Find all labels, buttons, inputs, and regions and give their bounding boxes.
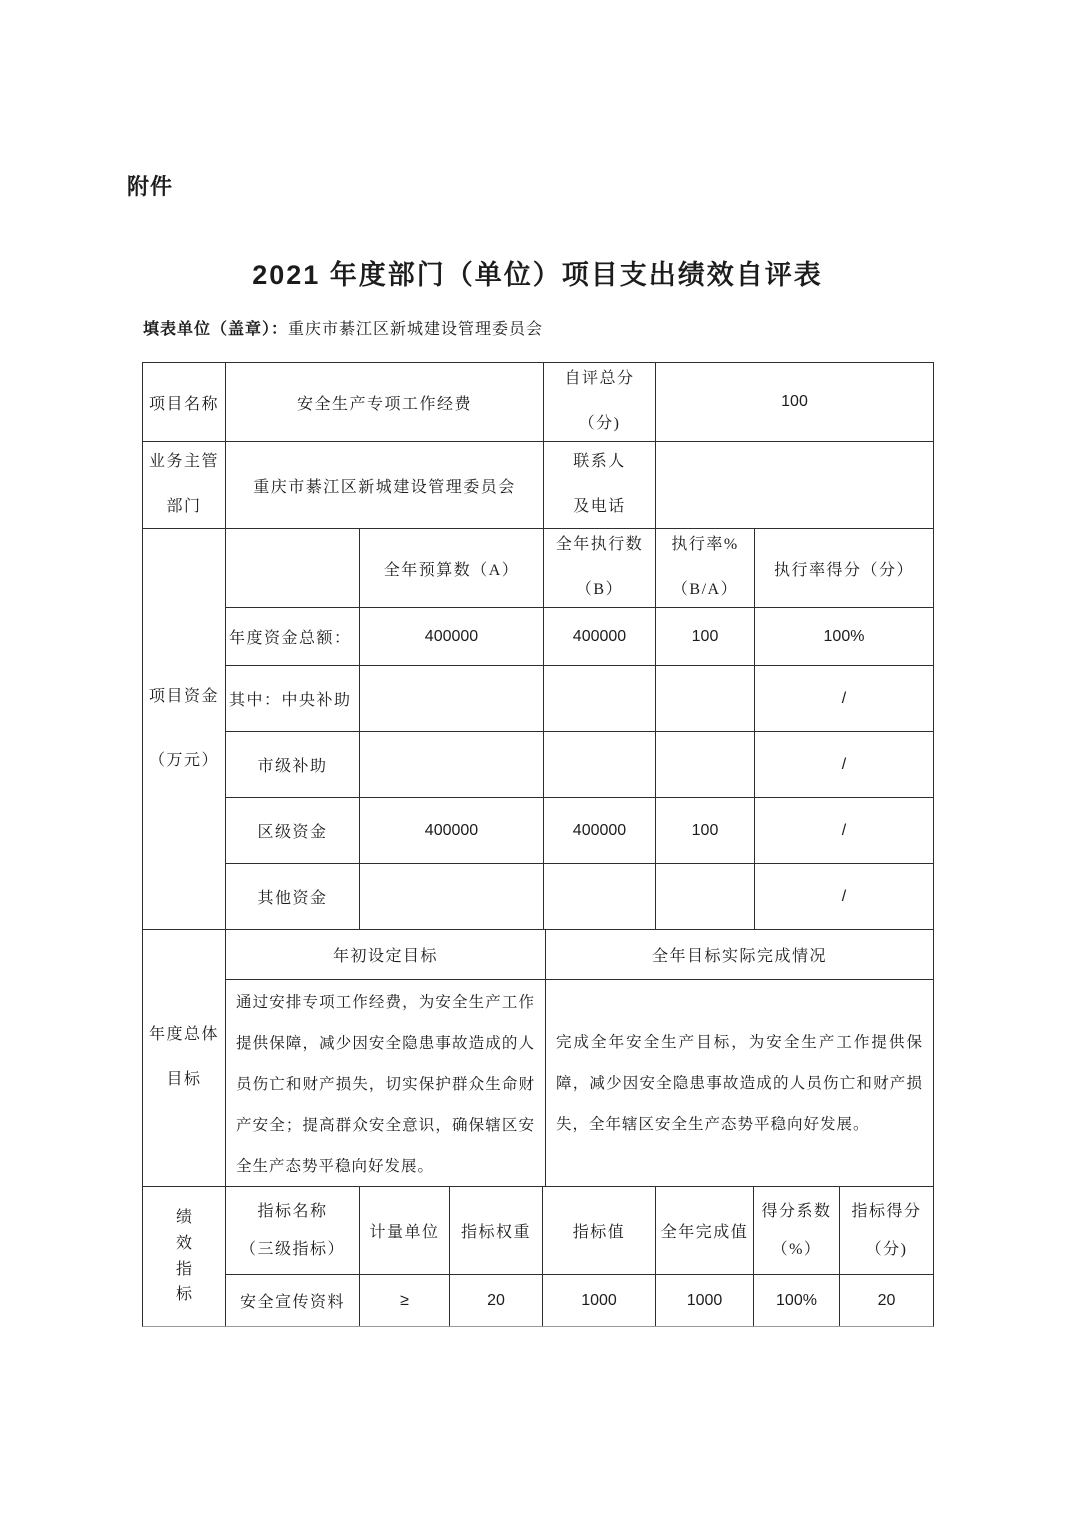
contact-value-cell	[656, 442, 933, 529]
funding-row-label-text: 区级资金	[257, 824, 328, 841]
value-text: /	[841, 689, 847, 707]
funding-header-rate-score: 执行率得分（分）	[773, 561, 914, 579]
goals-section-label-cell	[143, 930, 226, 1187]
indicator-header-value: 指标值	[572, 1224, 626, 1241]
funding-rate-score-value	[755, 732, 933, 798]
funding-executed-value	[544, 732, 656, 798]
funding-rate-score-value	[755, 608, 933, 666]
value-text: 400000	[572, 821, 627, 839]
goals-actual-header: 全年目标实际完成情况	[651, 948, 827, 965]
funding-row-label-text: 市级补助	[257, 758, 328, 775]
goals-section-label-line1: 年度总体	[148, 1026, 219, 1044]
dept-label-line2: 部门	[166, 498, 202, 515]
contact-label-line1: 联系人	[573, 453, 626, 471]
goals-initial-header: 年初设定目标	[332, 948, 438, 965]
self-score-value: 100	[781, 393, 808, 410]
funding-header-executed-line2: （B）	[575, 581, 624, 598]
funding-rate-value	[656, 798, 755, 864]
funding-budget-value	[360, 608, 544, 666]
funding-section-label-line2: （万元）	[148, 752, 219, 769]
funding-budget-value	[360, 666, 544, 732]
goals-initial-header-cell	[226, 930, 546, 980]
funding-row-label	[226, 864, 360, 930]
project-name-label-cell	[143, 363, 226, 442]
funding-executed-value	[544, 864, 656, 930]
form-unit-label: 填表单位（盖章）：	[143, 321, 289, 338]
value-text: 400000	[572, 627, 627, 645]
form-unit-value: 重庆市綦江区新城建设管理委员会	[288, 321, 544, 338]
funding-rate-value	[656, 864, 755, 930]
goals-initial-text: 通过安排专项工作经费，为安全生产工作提供保障，减少因安全隐患事故造成的人员伤亡和财产损失，切实保护群众生命财产安全；提高群众安全意识，确保辖区安全生产态势平稳向好发展。	[236, 994, 535, 1175]
indicator-header-completed: 全年完成值	[660, 1224, 749, 1241]
indicator-header-coef-cell	[754, 1187, 840, 1275]
dept-value-cell	[226, 442, 544, 529]
project-name-value-cell	[226, 363, 544, 442]
self-score-label-line2: （分)	[578, 415, 621, 432]
funding-header-rate-line2: （B/A）	[671, 581, 739, 598]
form-unit-line	[143, 316, 543, 339]
indicator-weight-text: 20	[487, 1291, 505, 1309]
value-text: /	[841, 755, 847, 773]
indicator-header-coef-line1: 得分系数	[761, 1202, 832, 1220]
funding-row-label	[226, 666, 360, 732]
indicator-row-coef	[754, 1275, 840, 1326]
self-score-label-cell	[544, 363, 656, 442]
indicator-header-unit: 计量单位	[369, 1224, 440, 1241]
funding-executed-value	[544, 608, 656, 666]
funding-section-label-line1: 项目资金	[148, 688, 219, 705]
value-text: /	[841, 887, 847, 905]
funding-header-empty-cell	[226, 529, 360, 608]
indicator-header-name-cell	[226, 1187, 360, 1275]
project-name-label: 项目名称	[148, 395, 219, 413]
funding-header-executed-cell	[544, 529, 656, 608]
funding-row-label	[226, 798, 360, 864]
goals-actual-text-cell	[546, 980, 933, 1187]
funding-executed-value	[544, 798, 656, 864]
indicator-header-completed-cell	[656, 1187, 754, 1275]
funding-header-rate-cell	[656, 529, 755, 608]
indicator-header-weight-cell	[450, 1187, 543, 1275]
funding-rate-value	[656, 666, 755, 732]
indicator-header-value-cell	[543, 1187, 656, 1275]
funding-rate-score-value	[755, 798, 933, 864]
indicator-header-unit-cell	[360, 1187, 450, 1275]
funding-budget-value	[360, 864, 544, 930]
goals-section-label-line2: 目标	[166, 1071, 202, 1088]
indicator-score-text: 20	[877, 1291, 896, 1309]
indicator-completed-text: 1000	[686, 1291, 723, 1309]
indicator-header-coef-line2: （%）	[771, 1240, 822, 1258]
contact-label-line2: 及电话	[573, 498, 626, 515]
funding-header-budget: 全年预算数（A）	[383, 561, 520, 579]
dept-value: 重庆市綦江区新城建设管理委员会	[253, 478, 516, 496]
goals-initial-text-cell	[226, 980, 546, 1187]
funding-header-budget-cell	[360, 529, 544, 608]
dept-label-cell	[143, 442, 226, 529]
funding-header-rate-line1: 执行率%	[671, 536, 739, 554]
indicator-row-weight	[450, 1275, 543, 1326]
funding-header-executed-line1: 全年执行数	[555, 536, 644, 554]
indicator-header-score-line1: 指标得分	[851, 1202, 922, 1220]
funding-rate-value	[656, 608, 755, 666]
value-text: /	[841, 821, 847, 839]
indicator-row-score	[840, 1275, 933, 1326]
self-evaluation-table	[142, 362, 934, 1327]
value-text: 400000	[424, 627, 479, 645]
contact-label-cell	[544, 442, 656, 529]
indicator-row-name	[226, 1275, 360, 1326]
indicator-row-completed	[656, 1275, 754, 1326]
funding-section	[143, 529, 933, 930]
attachment-label: 附件	[127, 174, 174, 199]
funding-row-label	[226, 732, 360, 798]
funding-executed-value	[544, 666, 656, 732]
funding-rate-value	[656, 732, 755, 798]
indicators-section-label: 绩效指标	[175, 1209, 192, 1304]
indicator-header-name-line1: 指标名称	[257, 1202, 328, 1220]
goals-section	[143, 930, 933, 1187]
indicator-header-score-line2: （分)	[865, 1240, 908, 1258]
funding-row-label	[226, 608, 360, 666]
indicator-value-text: 1000	[581, 1291, 617, 1309]
value-text: 100	[691, 627, 719, 645]
indicators-section	[143, 1187, 933, 1326]
goals-actual-text: 完成全年安全生产目标，为安全生产工作提供保障，减少因安全隐患事故造成的人员伤亡和财产损失，全年辖区安全生产态势平稳向好发展。	[556, 1033, 923, 1133]
indicator-unit-text: ≥	[400, 1291, 409, 1309]
indicator-coef-text: 100%	[776, 1291, 817, 1309]
self-score-label-line1: 自评总分	[564, 370, 635, 388]
self-score-value-cell	[656, 363, 933, 442]
indicator-row-unit	[360, 1275, 450, 1326]
indicator-header-weight: 指标权重	[460, 1224, 531, 1241]
indicator-header-score-cell	[840, 1187, 933, 1275]
value-text: 100	[691, 821, 719, 839]
funding-budget-value	[360, 732, 544, 798]
funding-rate-score-value	[755, 666, 933, 732]
indicator-header-name-line2: （三级指标）	[239, 1240, 345, 1258]
funding-rate-score-value	[755, 864, 933, 930]
funding-budget-value	[360, 798, 544, 864]
project-name-value: 安全生产专项工作经费	[296, 395, 472, 413]
page-title: 2021 年度部门（单位）项目支出绩效自评表	[252, 260, 823, 290]
funding-row-label-text: 年度资金总额：	[229, 630, 352, 647]
value-text: 400000	[424, 821, 479, 839]
basic-info-section	[143, 363, 933, 529]
value-text: 100%	[823, 627, 865, 645]
funding-row-label-text: 其他资金	[257, 890, 328, 907]
funding-header-rate-score-cell	[755, 529, 933, 608]
goals-actual-header-cell	[546, 930, 933, 980]
funding-section-label-cell	[143, 529, 226, 930]
funding-row-label-text: 其中：中央补助	[229, 692, 352, 709]
indicator-name-text: 安全宣传资料	[239, 1294, 345, 1311]
indicators-section-label-cell	[143, 1187, 226, 1326]
dept-label-line1: 业务主管	[148, 453, 219, 471]
indicator-row-value	[543, 1275, 656, 1326]
